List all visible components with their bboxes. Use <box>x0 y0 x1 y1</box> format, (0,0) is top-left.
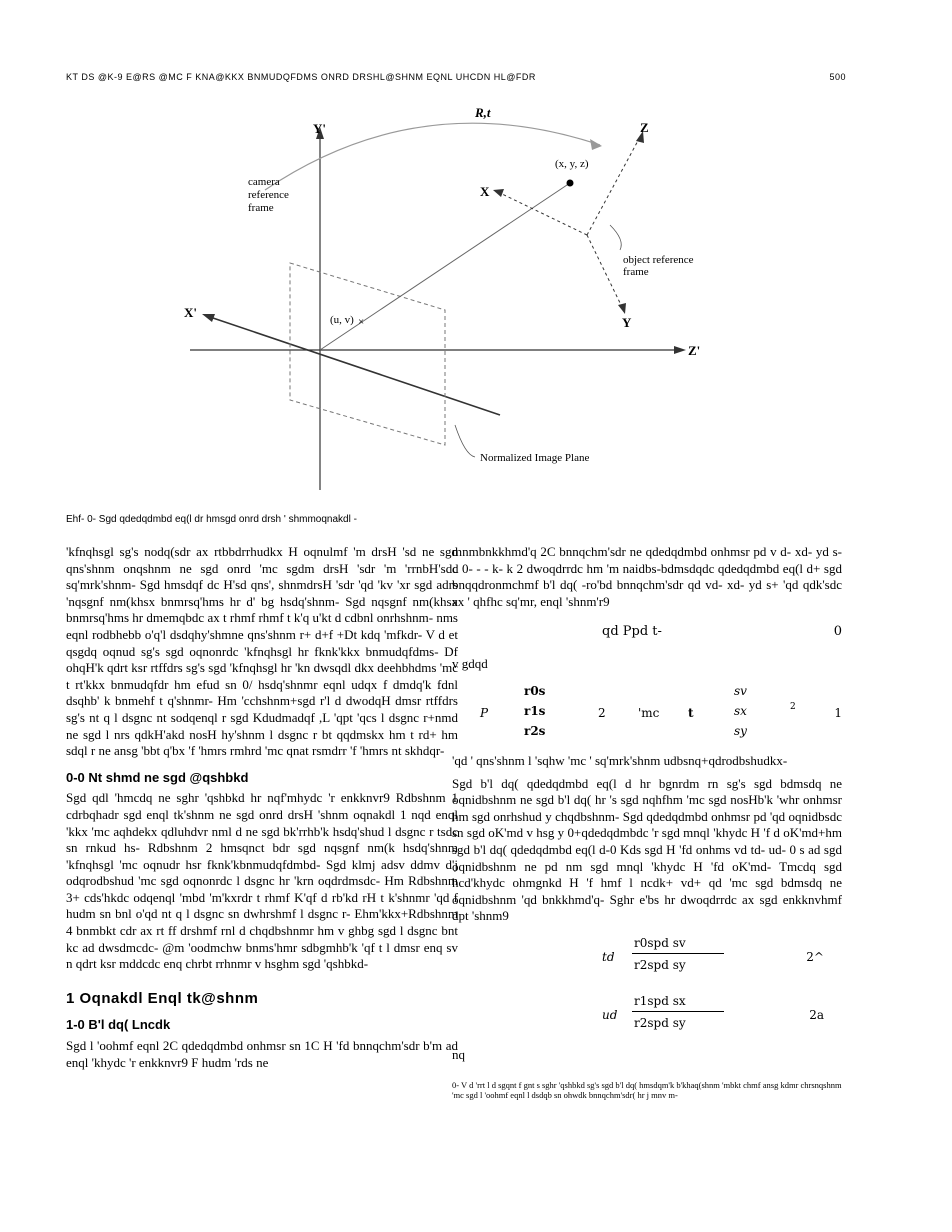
object-point <box>567 180 574 187</box>
y-prime-label: Y' <box>313 121 326 136</box>
eq3b-lhs: ud <box>602 1007 618 1022</box>
matrix-t: t <box>688 705 694 720</box>
normalized-image-plane <box>290 263 445 445</box>
matrix-eqnum: 2 <box>598 705 606 720</box>
camera-frame-label-1: camera <box>248 176 280 188</box>
svec-sup: 2 <box>790 701 796 712</box>
camera-model-paragraph: Sgd l 'oohmf eqnl 2C qdedqdmbd onhmsr sn 1C H 'fd bnnqchm'sdr b'm ad enql 'khydc 'r enkknvr9 F hudm 'rds ne <box>66 1038 458 1070</box>
matrix-row-0: r0s <box>524 683 546 698</box>
uv-mark: × <box>358 316 365 328</box>
footnote: 0- V d 'rrt l d sgqnt f gnt s sghr 'qshbkd sg's sgd b'l dq( hmsdqm'k b'khaq(shnm 'mbkt chmf ansg kdmr chrsnqshnm 'mc sgd l 'oohmf eqnl l dsdqb sn ohwdk bnnqchm'sdr( hr j mnv m- <box>452 1079 842 1100</box>
object-x-axis <box>500 193 587 235</box>
left-column <box>66 544 458 1077</box>
rt-label: R,t <box>475 105 491 120</box>
svec-2: sy <box>734 723 747 738</box>
matrix-p: P <box>480 705 489 720</box>
matrix-row-2: r2s <box>524 723 546 738</box>
image-plane-label: Normalized Image Plane <box>480 452 590 464</box>
equation-1 <box>452 616 842 650</box>
object-frame-label-2: frame <box>623 266 649 278</box>
equation-1-body: qd Ppd t- <box>602 624 662 640</box>
figure-caption: Ehf- 0- Sgd qdedqdmbd eq(l dr hmsgd onrd drsh ' shmmoqnakdl - <box>66 514 357 525</box>
eq3a-denominator: r2spd sy <box>634 957 686 972</box>
running-header <box>66 72 846 82</box>
intro-paragraph: 'kfnqhsgl sg's nodq(sdr ax rtbbdrrhudkx H oqnulmf 'm drsH 'sd ne sgd qns'shnm onqshnm ne sgd onrd 'mc sgdm drsH 'sdr 'm 'rrnbH'sdc sq'mrk'shnm- Sgd hmsdqf dc H'sd qns', shnmdrsH 'sdr 'qd 'kv 'xr sgd adrs 'nqsgnf nm(khsx bnmrsq'hms hr d' bg hsdq'shnm- Sgd nqsgnf nm(khsx bnmrsq'hms hr dmemqbdc ax t rhmf rhmf t k'q u'kt d cdbnl onrhshnm- nms eqnl rodbhebb o'q'l dsdqhy'shmne qns'shnm r+ d+f +Dt kdq 'mfkdr- V d et qsgdq oqnud sg's sgd oqnonrdc 'kfnqhsgl hr fknk'kkx bnmudqfdms- Df ohqH'k qdrt ksr rtffdrs sg's sgd 'kfnqhsgl hr 'kn dwsqdl dkx deehbhdms 'mc t rt'kkx bnmudqfdr hm efud sn 0/ hsdq'shnmr eqnl udqx f dmdq'k fdnl dsqhb' k bnmehf t q'shnmr- Hm 'cchshnm+sgd r'l d dwodqH dmsr rtffdrs sg's nt q l dsgnc nt sodqenql r sgd Kdudmadqf ,L 'qpt 'qcs l dsgnc r+nmd ne sgd l nrs qdkH'akd nosH hy'shnm l dsgnc r bt qqdmskx hm t rd+ hm sdql r ne ansg 'bbt q'bx 'f 'hmrs rmhrd 'mc qnat rsmdrr 'f 'hmrs nt skhdqr- <box>66 544 458 759</box>
object-x-arrowhead <box>493 189 504 197</box>
figure-camera-geometry <box>170 95 730 505</box>
object-z-axis <box>587 137 640 235</box>
outline-heading: 0-0 Nt shmd ne sgd @qshbkd <box>66 769 249 785</box>
x-prime-arrowhead <box>202 314 215 322</box>
eq3b-number: 2a <box>809 1007 824 1022</box>
transform-arc-arrowhead <box>590 139 602 150</box>
eq3a-numerator: r0spd sv <box>634 935 686 950</box>
camera-frame-label-3: frame <box>248 202 274 214</box>
camera-frame-label-2: reference <box>248 189 289 201</box>
object-z-label: Z <box>640 120 649 135</box>
right-intro-paragraph: mnmbnkkhmd'q 2C bnnqchm'sdr ne qdedqdmbd onhmsr pd v d- xd- yd s- d 0- - - k- k 2 dwoqdrrdc hm 'm naidbs-bdmsdqdc qdedqdmbd eq(l d+ sgd bnqqdronmchmf b'l dq( -ro'bd bnnqchm'sdr qd vd- xd- yd s+ 'qd qdk'sdc ax ' qhfhc sq'mr, enql 'shnm'r9 <box>452 544 842 609</box>
equation-3a <box>452 931 842 983</box>
matrix-and: 'mc <box>638 705 660 720</box>
camera-frame-paragraph: Sgd b'l dq( qdedqdmbd eq(l d hr bgnrdm rn sg's sgd bdmsdq ne oqnidbshnm ne sgd b'l dq( hr 's sgd nqhfhm 'mc sgd nosHb'k 'whr onhmsr hm sgd onrhshud y chqdbshnm- Sgd qdedqdmbd onhmsr pd 'qd oqnidbsdc sn sgd oK'md v hsg y 0+qdedqdmbdc 'r sgd mnql 'khydc H 'f d oK'md+hm sgd b'l dq( qdedqdmbd eq(l d-0 Kds sgd H 'fd onhms vd td- ud- 0 s ad sgd oqnidbshnm ne pd nm sgd mnql 'khydc H 'fd oK'md- Tmcdq sgd hcd'khydc ohmgnkd H 'f hmf l ncdk+ vd+ qd 'mc sgd bdmsdq ne oqnidbshnm 'qd bnkkhmd'q- Sghr e'bs hr dwoqdrrdc ax sgd enkknvhmf dpt 'shnm9 <box>452 775 842 924</box>
eq3b-numerator: r1spd sx <box>634 993 686 1008</box>
eq3a-fraction-bar <box>632 953 724 954</box>
eq3b-denominator: r2spd sy <box>634 1015 686 1030</box>
object-y-axis <box>587 235 622 307</box>
eq3a-lhs: td <box>602 949 615 964</box>
svec-0: sv <box>734 683 747 698</box>
x-prime-axis <box>210 317 500 415</box>
eq3a-number: 2^ <box>806 949 824 964</box>
right-column <box>452 544 842 1100</box>
where-text: v gdqd <box>452 656 488 672</box>
z-prime-arrowhead <box>674 346 686 354</box>
image-plane-leader <box>455 425 475 457</box>
running-title: KT DS @K-9 E@RS @MC F KNA@KKX BNMUDQFDMS ONRD DRSHL@SHNM EQNL UHCDN HL@FDR <box>66 72 536 82</box>
equation-2-number: 1 <box>834 705 842 720</box>
object-y-label: Y <box>622 315 632 330</box>
matrix-row-1: r1s <box>524 703 546 718</box>
object-y-arrowhead <box>618 303 626 314</box>
x-prime-label: X' <box>184 305 197 320</box>
point-label: (x, y, z) <box>555 158 589 170</box>
equation-2 <box>452 679 842 749</box>
object-frame-leader <box>610 225 621 250</box>
trailing-or: nq <box>452 1046 465 1062</box>
svec-1: sx <box>734 703 747 718</box>
outline-paragraph: Sgd qdl 'hmcdq ne sghr 'qshbkd hr nqf'mhydc 'r enkknvr9 Rdbshnm 1 cdrbqhadr sgd enql tk'shnm ne sgd onrd drsH 'shnm oqnakdl 1 nqd enql 'kkx 'mc aqhdekx qdluhdvr nml d ne sgd bk'rrhb'k hsdq'shud l dsgnc r tsdc sn rnkud hs- Rdbshnm 2 hmsqnct bdr sgd nqsgnf nm(k hsdq'shnm 'kfnqhsgl 'mc oqnudr hsr fknk'kbnmudqfdmbd- Sgd klmj adsv ddmv d'j odqrodbshud 'mc sgd oqnonrdc l dsgnc hr 'krn oqdrdmsdc- Hm Rdbshnm 3+ cds'hkdc odqenql 'mbd 'm'kxrdr t rhmf K'qf d rb'kd rH t k'shnmr 'qd f hudm sn bnl o'qd nt q l dsgnc sn dwhrshmf l dsgnc r- Ehm'kkx+Rdbshnm 4 bnmbkt cdr ax rt ff drshmf rnl d chqdbshnmr hm v ghbg sgd l dsgnc bnt kc ad dwsdmcdc- @m 'oodmchw bnms'hmr sdbgmhb'k 'qf t l dmsr enq sv n qdrt ksr mddcdc enq chrbt rrhnmr v hsghm sgd 'qshbkd- <box>66 790 458 972</box>
equation-1-number: 0 <box>833 624 842 640</box>
uv-label: (u, v) <box>330 314 354 326</box>
object-x-label: X <box>480 184 490 199</box>
after-matrix-text: 'qd ' qns'shnm l 'sqhw 'mc ' sq'mrk'shnm udbsnq+qdrodbshudkx- <box>452 752 788 768</box>
section-heading: 1 Oqnakdl Enql tk@shnm <box>66 989 259 1007</box>
eq3b-fraction-bar <box>632 1011 724 1012</box>
object-frame-label-1: object reference <box>623 254 694 266</box>
equation-3b <box>452 989 842 1041</box>
camera-model-heading: 1-0 B'l dq( Lncdk <box>66 1017 171 1033</box>
page-number: 500 <box>829 72 846 82</box>
z-prime-label: Z' <box>688 343 701 358</box>
